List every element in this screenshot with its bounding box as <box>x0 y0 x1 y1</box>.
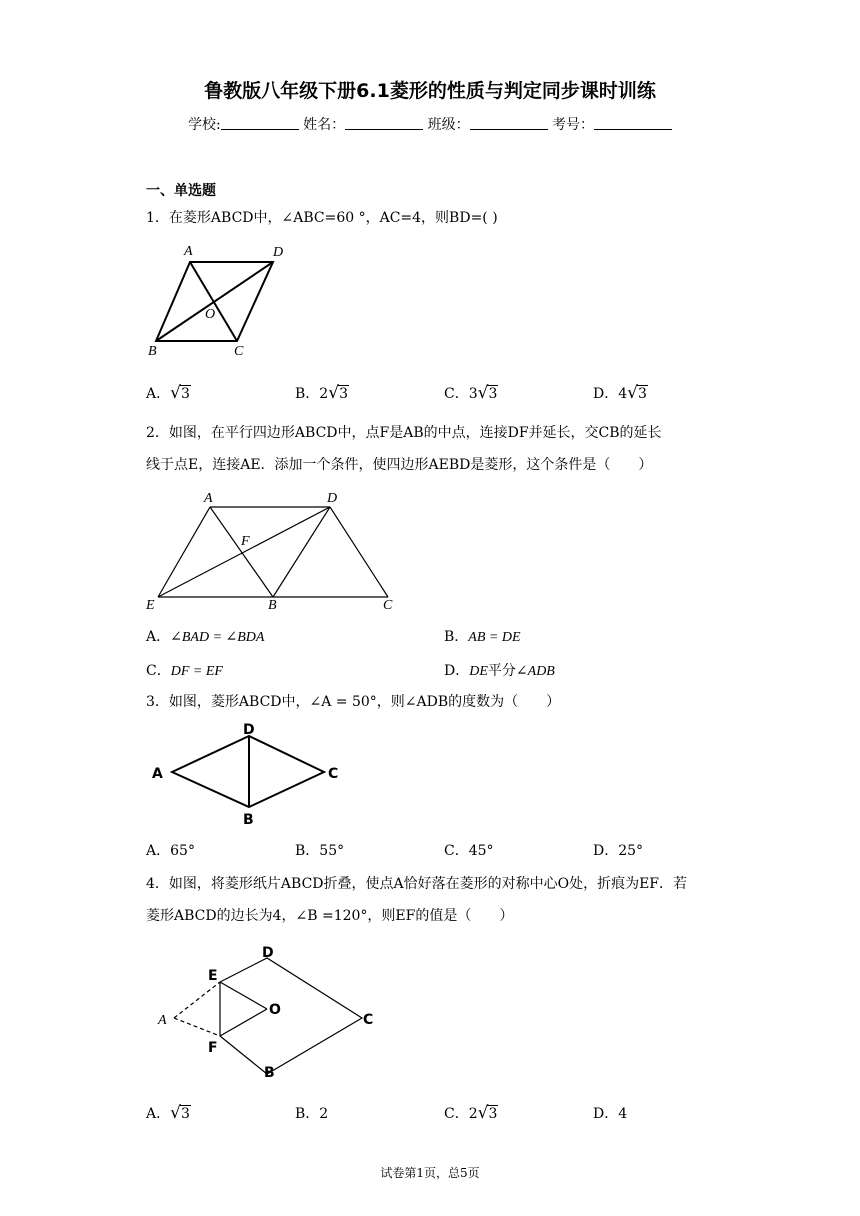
point-label-f: F <box>241 534 250 549</box>
q4-option-a[interactable]: A．√3 <box>146 1103 190 1123</box>
dashed-ae <box>174 982 220 1018</box>
point-label-e: E <box>146 598 155 613</box>
q2-option-a[interactable]: A．∠BAD = ∠BDA <box>146 629 265 645</box>
point-label-d: D <box>262 945 274 961</box>
q1-option-d[interactable]: D．4√3 <box>593 383 647 403</box>
class-label: 班级： <box>427 117 470 133</box>
q3-option-d[interactable]: D．25° <box>593 843 644 859</box>
q3-option-b[interactable]: B．55° <box>295 843 345 859</box>
page-title: 鲁教版八年级下册6.1菱形的性质与判定同步课时训练 <box>204 80 656 102</box>
point-label-o: O <box>205 307 216 322</box>
point-label-a: A <box>184 244 193 259</box>
q3-option-c[interactable]: C．45° <box>444 843 494 859</box>
name-blank[interactable] <box>345 117 423 130</box>
point-label-d: D <box>327 491 338 506</box>
point-label-o: O <box>269 1002 281 1018</box>
question-3-figure <box>146 718 366 828</box>
q2-option-b[interactable]: B．AB = DE <box>444 629 521 645</box>
point-label-c: C <box>328 766 339 782</box>
dashed-af <box>174 1018 220 1036</box>
point-label-f: F <box>208 1040 218 1056</box>
q1-option-c[interactable]: C．3√3 <box>444 383 498 403</box>
question-2-stem-line1: 2．如图，在平行四边形ABCD中，点F是AB的中点，连接DF并延长，交CB的延长 <box>146 425 662 441</box>
page-footer: 试卷第1页，总5页 <box>380 1166 480 1180</box>
point-label-a: A <box>204 491 213 506</box>
question-4-stem-line2: 菱形ABCD的边长为4，∠B =120°，则EF的值是（ ） <box>146 908 514 924</box>
segment-db <box>273 507 330 597</box>
number-label: 考号： <box>552 117 595 133</box>
question-2-stem-line2: 线于点E，连接AE．添加一个条件，使四边形AEBD是菱形，这个条件是（ ） <box>146 457 653 473</box>
q4-option-c[interactable]: C．2√3 <box>444 1103 498 1123</box>
segment-dc <box>330 507 388 597</box>
question-4-stem-line1: 4．如图，将菱形纸片ABCD折叠，使点A恰好落在菱形的对称中心O处，折痕为EF．若 <box>146 876 688 892</box>
point-label-b: B <box>148 344 157 359</box>
point-label-c: C <box>383 598 393 613</box>
point-label-b: B <box>243 812 254 828</box>
q4-option-b[interactable]: B．2 <box>295 1106 329 1122</box>
point-label-b: B <box>264 1065 275 1081</box>
question-4-figure <box>150 938 390 1086</box>
question-1-figure <box>140 240 290 360</box>
question-2-figure <box>140 485 410 615</box>
name-label: 姓名： <box>303 117 346 133</box>
q2-option-c[interactable]: C．DF = EF <box>146 663 223 679</box>
section-heading: 一、单选题 <box>146 183 216 199</box>
point-label-b: B <box>268 598 277 613</box>
segment-eo <box>220 982 267 1009</box>
q2-option-d[interactable]: D．DE平分∠ADB <box>444 663 555 679</box>
student-info-line <box>0 114 860 134</box>
school-label: 学校: <box>187 117 221 133</box>
question-1-stem: 1．在菱形ABCD中，∠ABC=60 °，AC=4，则BD=( ) <box>146 210 498 226</box>
point-label-d: D <box>243 722 255 738</box>
point-label-c: C <box>234 344 244 359</box>
segment-fo <box>220 1009 267 1036</box>
point-label-a: A <box>158 1013 167 1028</box>
number-blank[interactable] <box>594 117 672 130</box>
point-label-d: D <box>273 245 284 260</box>
question-3-stem: 3．如图，菱形ABCD中，∠A = 50°，则∠ADB的度数为（ ） <box>146 694 561 710</box>
q1-option-b[interactable]: B．2√3 <box>295 383 348 403</box>
class-blank[interactable] <box>470 117 548 130</box>
q4-option-d[interactable]: D．4 <box>593 1106 628 1122</box>
point-label-c: C <box>363 1012 374 1028</box>
school-blank[interactable] <box>221 117 299 130</box>
q1-option-a[interactable]: A．√3 <box>146 383 190 403</box>
point-label-e: E <box>208 968 218 984</box>
point-label-a: A <box>152 766 163 782</box>
q3-option-a[interactable]: A．65° <box>146 843 195 859</box>
segment-ab <box>210 507 273 597</box>
rhombus-outline <box>220 958 362 1074</box>
